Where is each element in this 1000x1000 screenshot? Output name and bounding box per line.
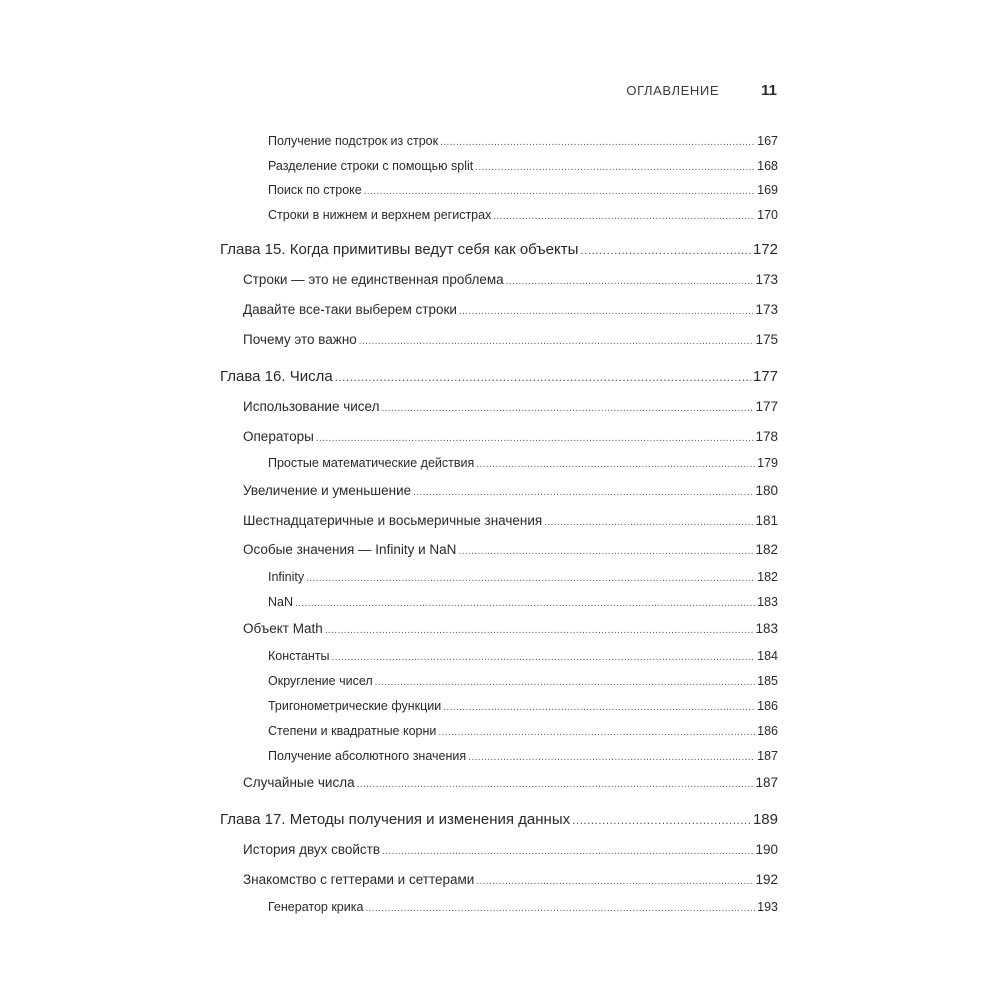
toc-entry-title: Глава 15. Когда примитивы ведут себя как объекты	[220, 241, 579, 258]
dot-leader	[580, 240, 751, 260]
dot-leader	[413, 483, 753, 503]
toc-entry-title: Константы	[268, 649, 330, 663]
toc-entry-title: Знакомство с геттерами и сеттерами	[243, 872, 475, 887]
toc-section-entry	[268, 180, 778, 200]
toc-section-entry	[268, 205, 778, 225]
toc-chapter-entry	[220, 367, 778, 387]
toc-entry-title: Разделение строки с помощью split	[268, 159, 474, 173]
toc-entry-title: Поиск по строке	[268, 183, 362, 197]
toc-entry-title: Тригонометрические функции	[268, 699, 442, 713]
toc-section-entry	[268, 156, 778, 176]
dot-leader	[468, 748, 755, 768]
toc-section-entry	[268, 721, 778, 741]
dot-leader	[357, 775, 754, 795]
toc-entry-page: 177	[752, 368, 778, 385]
toc-entry-page: 193	[757, 900, 778, 914]
dot-leader	[438, 723, 755, 743]
toc-entry-page: 187	[757, 749, 778, 763]
toc-entry-title: Шестнадцатеричные и восьмеричные значения	[243, 513, 543, 528]
toc-section-entry	[268, 696, 778, 716]
toc-entry-page: 167	[757, 134, 778, 148]
toc-entry-title: История двух свойств	[243, 842, 381, 857]
toc-section-entry	[243, 300, 778, 320]
dot-leader	[458, 542, 753, 562]
toc-entry-page: 173	[755, 302, 778, 317]
toc-entry-page: 177	[755, 399, 778, 414]
toc-entry-page: 185	[757, 674, 778, 688]
toc-entry-title: Глава 16. Числа	[220, 368, 333, 385]
toc-entry-page: 183	[755, 621, 778, 636]
toc-entry-page: 180	[755, 483, 778, 498]
toc-entry-page: 184	[757, 649, 778, 663]
dot-leader	[381, 399, 753, 419]
toc-entry-title: Строки — это не единственная проблема	[243, 272, 504, 287]
toc-entry-title: Получение абсолютного значения	[268, 749, 467, 763]
toc-section-entry	[268, 131, 778, 151]
toc-section-entry	[243, 840, 778, 860]
dot-leader	[443, 698, 755, 718]
toc-entry-page: 170	[757, 208, 778, 222]
dot-leader	[375, 673, 755, 693]
toc-section-entry	[268, 567, 778, 587]
dot-leader	[476, 455, 755, 475]
toc-entry-title: Степени и квадратные корни	[268, 724, 437, 738]
toc-section-entry	[268, 671, 778, 691]
dot-leader	[316, 429, 754, 449]
toc-entry-page: 173	[755, 272, 778, 287]
dot-leader	[365, 899, 755, 919]
dot-leader	[459, 302, 754, 322]
toc-section-entry	[243, 330, 778, 350]
toc-entry-title: Получение подстрок из строк	[268, 134, 439, 148]
toc-entry-page: 178	[755, 429, 778, 444]
toc-entry-page: 169	[757, 183, 778, 197]
toc-entry-page: 186	[757, 699, 778, 713]
dot-leader	[325, 621, 754, 641]
toc-entry-title: Случайные числа	[243, 775, 355, 790]
dot-leader	[476, 872, 753, 892]
dot-leader	[359, 332, 754, 352]
dot-leader	[440, 133, 755, 153]
running-header-title: ОГЛАВЛЕНИЕ	[626, 83, 720, 98]
toc-entry-title: Генератор крика	[268, 900, 364, 914]
dot-leader	[364, 182, 755, 202]
toc-entry-page: 192	[755, 872, 778, 887]
toc-section-entry	[243, 540, 778, 560]
page-number: 11	[761, 82, 777, 99]
toc-entry-title: Infinity	[268, 570, 305, 584]
toc-entry-title: Простые математические действия	[268, 456, 475, 470]
toc-entry-title: Глава 17. Методы получения и изменения данных	[220, 811, 571, 828]
toc-entry-page: 190	[755, 842, 778, 857]
toc-entry-title: Увеличение и уменьшение	[243, 483, 412, 498]
toc-entry-title: Операторы	[243, 429, 314, 444]
toc-entry-page: 168	[757, 159, 778, 173]
toc-section-entry	[268, 897, 778, 917]
toc-section-entry	[268, 453, 778, 473]
dot-leader	[544, 513, 753, 533]
toc-entry-page: 189	[752, 811, 778, 828]
toc-entry-page: 182	[757, 570, 778, 584]
toc-section-entry	[243, 270, 778, 290]
toc-section-entry	[243, 427, 778, 447]
toc-section-entry	[243, 397, 778, 417]
dot-leader	[335, 367, 751, 387]
dot-leader	[493, 207, 755, 227]
toc-section-entry	[243, 773, 778, 793]
toc-entry-title: Строки в нижнем и верхнем регистрах	[268, 208, 492, 222]
dot-leader	[332, 648, 756, 668]
toc-section-entry	[243, 619, 778, 639]
toc-entry-page: 183	[757, 595, 778, 609]
toc-entry-page: 182	[755, 542, 778, 557]
toc-entry-page: 181	[755, 513, 778, 528]
toc-section-entry	[243, 481, 778, 501]
toc-entry-page: 172	[752, 241, 778, 258]
toc-section-entry	[268, 746, 778, 766]
toc-section-entry	[268, 646, 778, 666]
toc-entry-title: NaN	[268, 595, 294, 609]
toc-entry-title: Объект Math	[243, 621, 323, 636]
toc-section-entry	[268, 592, 778, 612]
toc-entry-title: Почему это важно	[243, 332, 357, 347]
toc-entry-title: Использование чисел	[243, 399, 380, 414]
dot-leader	[306, 569, 755, 589]
dot-leader	[506, 272, 754, 292]
toc-chapter-entry	[220, 240, 778, 260]
toc-section-entry	[243, 870, 778, 890]
dot-leader	[295, 594, 755, 614]
toc-entry-page: 175	[755, 332, 778, 347]
toc-entry-page: 179	[757, 456, 778, 470]
toc-entry-title: Округление чисел	[268, 674, 373, 688]
toc-entry-page: 186	[757, 724, 778, 738]
dot-leader	[572, 810, 751, 830]
toc-chapter-entry	[220, 810, 778, 830]
toc-entry-title: Особые значения — Infinity и NaN	[243, 542, 457, 557]
toc-section-entry	[243, 511, 778, 531]
toc-entry-page: 187	[755, 775, 778, 790]
dot-leader	[382, 842, 753, 862]
dot-leader	[475, 158, 755, 178]
toc-entry-title: Давайте все-таки выберем строки	[243, 302, 457, 317]
